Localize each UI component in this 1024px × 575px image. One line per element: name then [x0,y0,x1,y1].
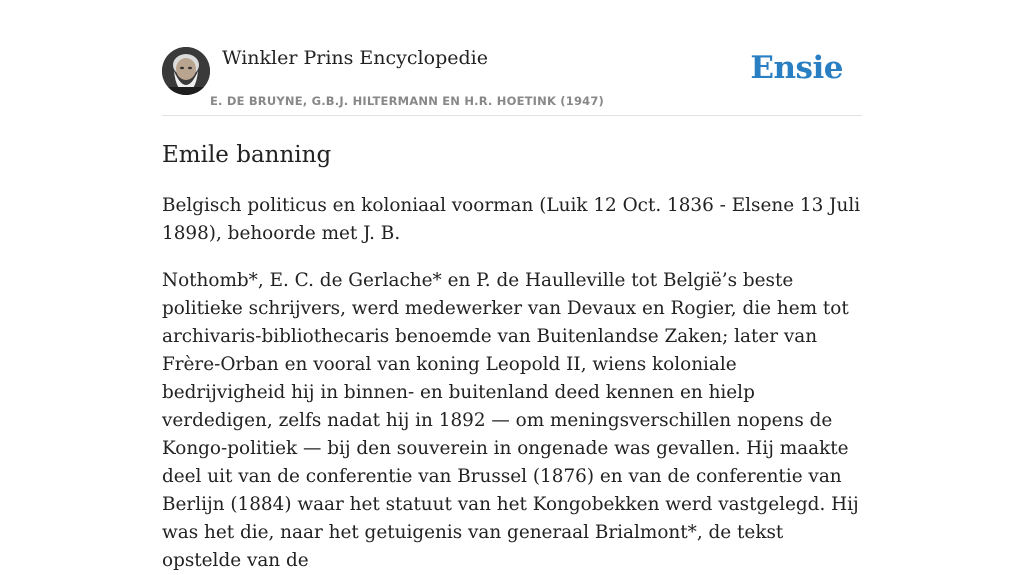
entry-paragraph: Nothomb*, E. C. de Gerlache* en P. de Haulleville tot België’s beste politieke schrijvers, werd medewerker van Devaux en Rogier, die hem tot archivaris-bibliothecaris benoemde van Buitenlandse Zaken; later van Frère-Orban en vooral van koning Leopold II, wiens koloniale bedrijvigheid hij in binnen- en buitenland deed kennen en hielp verdedigen, zelfs nadat hij in 1892 — om meningsverschillen nopens de Kongo-politiek — bij den souverein in ongenade was gevallen. Hij maakte deel uit van de conferentie van Brussel (1876) en van de conferentie van Berlijn (1884) waar het statuut van het Kongobekken werd vastgelegd. Hij was het die, naar het getuigenis van generaal Brialmont*, de tekst opstelde van de [162,270,859,571]
source-header [162,0,862,116]
source-authors: E. DE BRUYNE, G.B.J. HILTERMANN EN H.R. HOETINK (1947) [210,94,605,108]
entry-title: Emile banning [162,142,332,168]
source-title[interactable]: Winkler Prins Encyclopedie [222,47,488,69]
ensie-logo[interactable]: Ensie [750,50,843,86]
entry-paragraph: Belgisch politicus en koloniaal voorman (Luik 12 Oct. 1836 - Elsene 13 Juli 1898), behoorde met J. B. [162,195,861,244]
portrait-icon [162,47,210,95]
source-avatar[interactable] [162,47,210,95]
article-page [162,0,862,571]
